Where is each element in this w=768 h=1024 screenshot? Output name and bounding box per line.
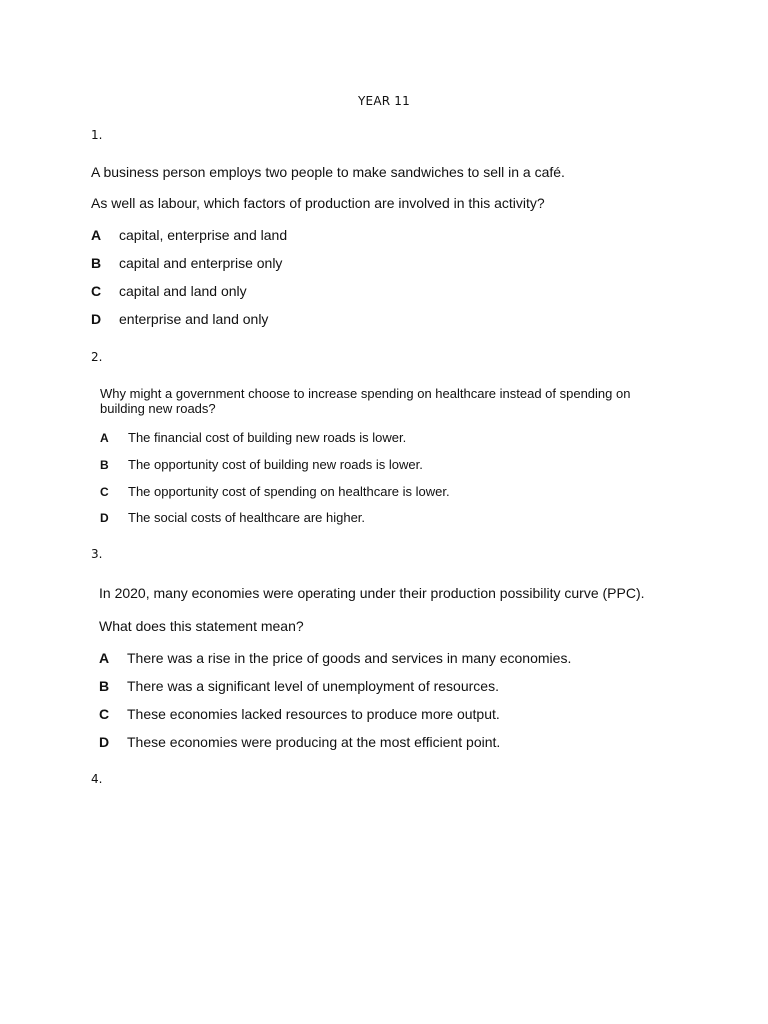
option-letter: B <box>91 255 102 271</box>
option-letter: C <box>91 283 102 299</box>
option-text: There was a rise in the price of goods and services in many economies. <box>127 650 572 666</box>
option-letter: B <box>100 458 109 472</box>
option-text: There was a significant level of unemployment of resources. <box>127 678 499 694</box>
question-3 <box>99 585 679 755</box>
option-c <box>99 706 619 724</box>
question-stem: Why might a government choose to increase spending on healthcare instead of spending on building new roads? <box>100 386 631 416</box>
option-letter: D <box>99 734 110 750</box>
option-letter: A <box>100 431 109 445</box>
option-letter: A <box>91 227 102 243</box>
option-b <box>91 255 491 273</box>
option-d <box>91 311 491 329</box>
option-a <box>91 227 491 245</box>
option-letter: A <box>99 650 110 666</box>
question-2 <box>100 386 670 531</box>
option-b <box>100 457 600 475</box>
option-text: The social costs of healthcare are higher. <box>128 510 366 525</box>
page-title: YEAR 11 <box>358 94 410 108</box>
question-number: 2. <box>91 350 103 364</box>
option-b <box>99 678 619 696</box>
question-number: 3. <box>91 547 103 561</box>
question-stem: A business person employs two people to make sandwiches to sell in a café. <box>91 164 565 180</box>
option-text: enterprise and land only <box>119 311 269 327</box>
option-d <box>99 734 619 752</box>
option-c <box>91 283 491 301</box>
question-stem: As well as labour, which factors of production are involved in this activity? <box>91 195 545 211</box>
option-a <box>100 430 600 448</box>
option-text: capital and land only <box>119 283 247 299</box>
option-text: The opportunity cost of building new roads is lower. <box>128 457 423 472</box>
option-text: The opportunity cost of spending on healthcare is lower. <box>128 484 450 499</box>
option-text: These economies were producing at the most efficient point. <box>127 734 501 750</box>
option-d <box>100 510 600 528</box>
question-stem: What does this statement mean? <box>99 618 304 634</box>
option-a <box>99 650 619 668</box>
option-letter: D <box>100 511 109 525</box>
question-number: 1. <box>91 128 103 142</box>
option-text: These economies lacked resources to produce more output. <box>127 706 500 722</box>
option-c <box>100 484 600 502</box>
question-1 <box>91 164 681 334</box>
option-text: capital, enterprise and land <box>119 227 288 243</box>
question-stem: In 2020, many economies were operating under their production possibility curve (PPC). <box>99 585 645 601</box>
option-letter: B <box>99 678 110 694</box>
option-letter: D <box>91 311 102 327</box>
option-text: capital and enterprise only <box>119 255 283 271</box>
option-letter: C <box>99 706 110 722</box>
option-text: The financial cost of building new roads is lower. <box>128 430 407 445</box>
question-number: 4. <box>91 772 103 786</box>
option-letter: C <box>100 485 109 499</box>
